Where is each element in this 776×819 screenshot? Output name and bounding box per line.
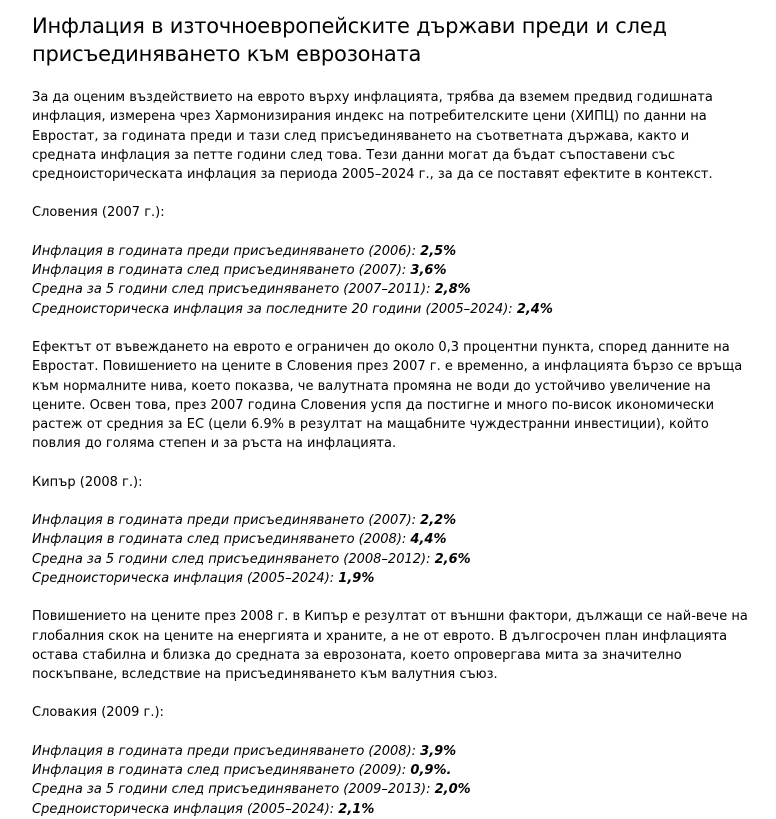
stat-label: Инфлация в годината след присъединяването (2008):: [32, 532, 407, 548]
stat-value: 2,1%: [338, 801, 375, 817]
section-note-cyprus: Повишението на цените през 2008 г. в Кипър е резултат от външни фактори, дължащи се най-вече на глобалния скок на цените на енергията и храните, а не от еврото. В дългосрочен план инфлацията остава стабилна и близка до средната за еврозоната, което опровергава мита за значително поскъпване, вследствие на присъединяването към валутния съюз.: [32, 609, 748, 683]
stats-list-slovenia: [32, 242, 756, 319]
stat-value: 2,6%: [434, 551, 471, 567]
page-title: Инфлация в източноевропейските държави преди и след присъединяването към еврозоната: [32, 14, 667, 66]
stat-label: Средноисторическа инфлация (2005–2024):: [32, 570, 335, 586]
stat-value: 2,4%: [516, 301, 553, 317]
stat-value: 0,9%.: [410, 763, 452, 779]
stat-value: 3,9%: [420, 743, 457, 759]
stat-item: [32, 800, 756, 819]
stat-label: Средна за 5 години след присъединяването (2009–2013):: [32, 782, 431, 798]
stats-list-cyprus: [32, 511, 756, 588]
stat-item: [32, 569, 756, 588]
stat-label: Средноисторическа инфлация за последните 20 години (2005–2024):: [32, 301, 513, 317]
stat-value: 1,9%: [338, 570, 375, 586]
stat-value: 2,0%: [434, 782, 471, 798]
section-note-slovenia: Ефектът от въвеждането на еврото е ограничен до около 0,3 процентни пункта, според данните на Евростат. Повишението на цените в Словения през 2007 г. е временно, а инфлацията бързо се връща към нормалните нива, което показва, че валутната промяна не води до устойчиво увеличение на цените. Освен това, през 2007 година Словения успя да постигне и много по-висок икономически растеж от средния за ЕС (цели 6.9% в резултат на мащабните чуждестранни инвестиции), който повлия до голяма степен и за ръста на инфлацията.: [32, 339, 743, 452]
stat-item: [32, 530, 756, 549]
stat-item: [32, 511, 756, 530]
stat-value: 2,2%: [420, 513, 457, 529]
stat-label: Средноисторическа инфлация (2005–2024):: [32, 801, 335, 817]
stats-list-slovakia: [32, 742, 756, 819]
stat-value: 3,6%: [410, 263, 447, 279]
stat-label: Средна за 5 години след присъединяването (2007–2011):: [32, 282, 431, 298]
section-heading-cyprus: Кипър (2008 г.):: [32, 474, 143, 490]
stat-label: Средна за 5 години след присъединяването (2008–2012):: [32, 551, 431, 567]
stat-item: [32, 742, 756, 761]
stat-label: Инфлация в годината преди присъединяването (2006):: [32, 243, 417, 259]
stat-item: [32, 780, 756, 799]
stat-item: [32, 280, 756, 299]
section-heading-slovakia: Словакия (2009 г.):: [32, 705, 164, 721]
stat-item: [32, 261, 756, 280]
stat-item: [32, 242, 756, 261]
stat-item: [32, 300, 756, 319]
stat-label: Инфлация в годината след присъединяването (2009):: [32, 763, 407, 779]
stat-item: [32, 550, 756, 569]
stat-value: 2,8%: [434, 282, 471, 298]
stat-item: [32, 761, 756, 780]
intro-paragraph: За да оценим въздействието на еврото върху инфлацията, трябва да вземем предвид годишната инфлация, измерена чрез Хармонизирания индекс на потребителските цени (ХИПЦ) по данни на Евростат, за годината преди и тази след присъединяването на съответната държава, както и средната инфлация за петте години след това. Тези данни могат да бъдат съпоставени със средноисторическата инфлация за периода 2005–2024 г., за да се поставят ефектите в контекст.: [32, 90, 713, 183]
stat-value: 2,5%: [420, 243, 457, 259]
stat-value: 4,4%: [410, 532, 447, 548]
stat-label: Инфлация в годината преди присъединяването (2007):: [32, 513, 417, 529]
section-heading-slovenia: Словения (2007 г.):: [32, 205, 165, 221]
stat-label: Инфлация в годината след присъединяването (2007):: [32, 263, 407, 279]
stat-label: Инфлация в годината преди присъединяването (2008):: [32, 743, 417, 759]
